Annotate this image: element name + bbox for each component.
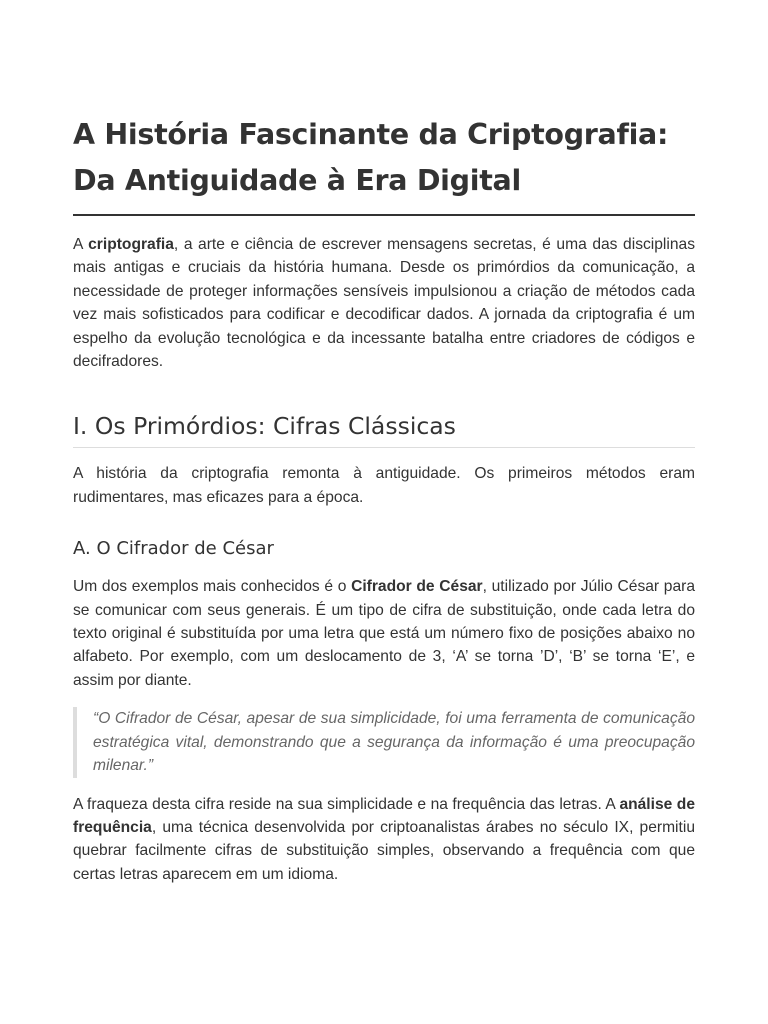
intro-paragraph xyxy=(73,233,695,373)
frequency-paragraph xyxy=(73,793,695,887)
quote-text: “O Cifrador de César, apesar de sua simplicidade, foi uma ferramenta de comunicação estratégica vital, demonstrando que a segurança da informação é uma preocupação milenar.” xyxy=(93,710,695,775)
caesar-text-end: , utilizado por Júlio César para se comunicar com seus generais. É um tipo de cifra de substituição, onde cada letra do texto original é substituída por uma letra que está um número fixo de posições abaixo no alfabeto. Por exemplo, com um deslocamento de 3, ‘A’ se torna ’D’, ‘B’ se torna ‘E’, e assim por diante. xyxy=(73,578,695,689)
article-title: A História Fascinante da Criptografia: Da Antiguidade à Era Digital xyxy=(73,112,695,216)
subsection-heading: A. O Cifrador de César xyxy=(73,538,274,560)
intro-bold-term: criptografia xyxy=(88,236,174,253)
section-paragraph: A história da criptografia remonta à antiguidade. Os primeiros métodos eram rudimentares, mas eficazes para a época. xyxy=(73,465,695,506)
blockquote xyxy=(73,707,695,777)
section-heading: I. Os Primórdios: Cifras Clássicas xyxy=(73,411,695,448)
frequency-text-end: , uma técnica desenvolvida por criptoanalistas árabes no século IX, permitiu quebrar facilmente cifras de substituição simples, observando a frequência com que certas letras aparecem em um idioma. xyxy=(73,818,695,883)
intro-text-start: A xyxy=(73,236,89,253)
caesar-text-start: Um dos exemplos mais conhecidos é o xyxy=(73,578,352,596)
intro-text-end: , a arte e ciência de escrever mensagens secretas, é uma das disciplinas mais antigas e cruciais da história humana. Desde os primórdios da comunicação, a necessidade de proteger informações sensíveis impulsionou a criação de métodos cada vez mais sofisticados para codificar e decodificar dados. A jornada da criptografia é um espelho da evolução tecnológica e da incessante batalha entre criadores de códigos e decifradores. xyxy=(73,236,695,371)
frequency-bold-term: análise de frequência xyxy=(73,795,695,836)
frequency-text-start: A fraqueza desta cifra reside na sua simplicidade e na frequência das letras. A xyxy=(73,795,620,813)
caesar-bold-term: Cifrador de César xyxy=(351,578,483,596)
caesar-paragraph xyxy=(73,575,695,692)
